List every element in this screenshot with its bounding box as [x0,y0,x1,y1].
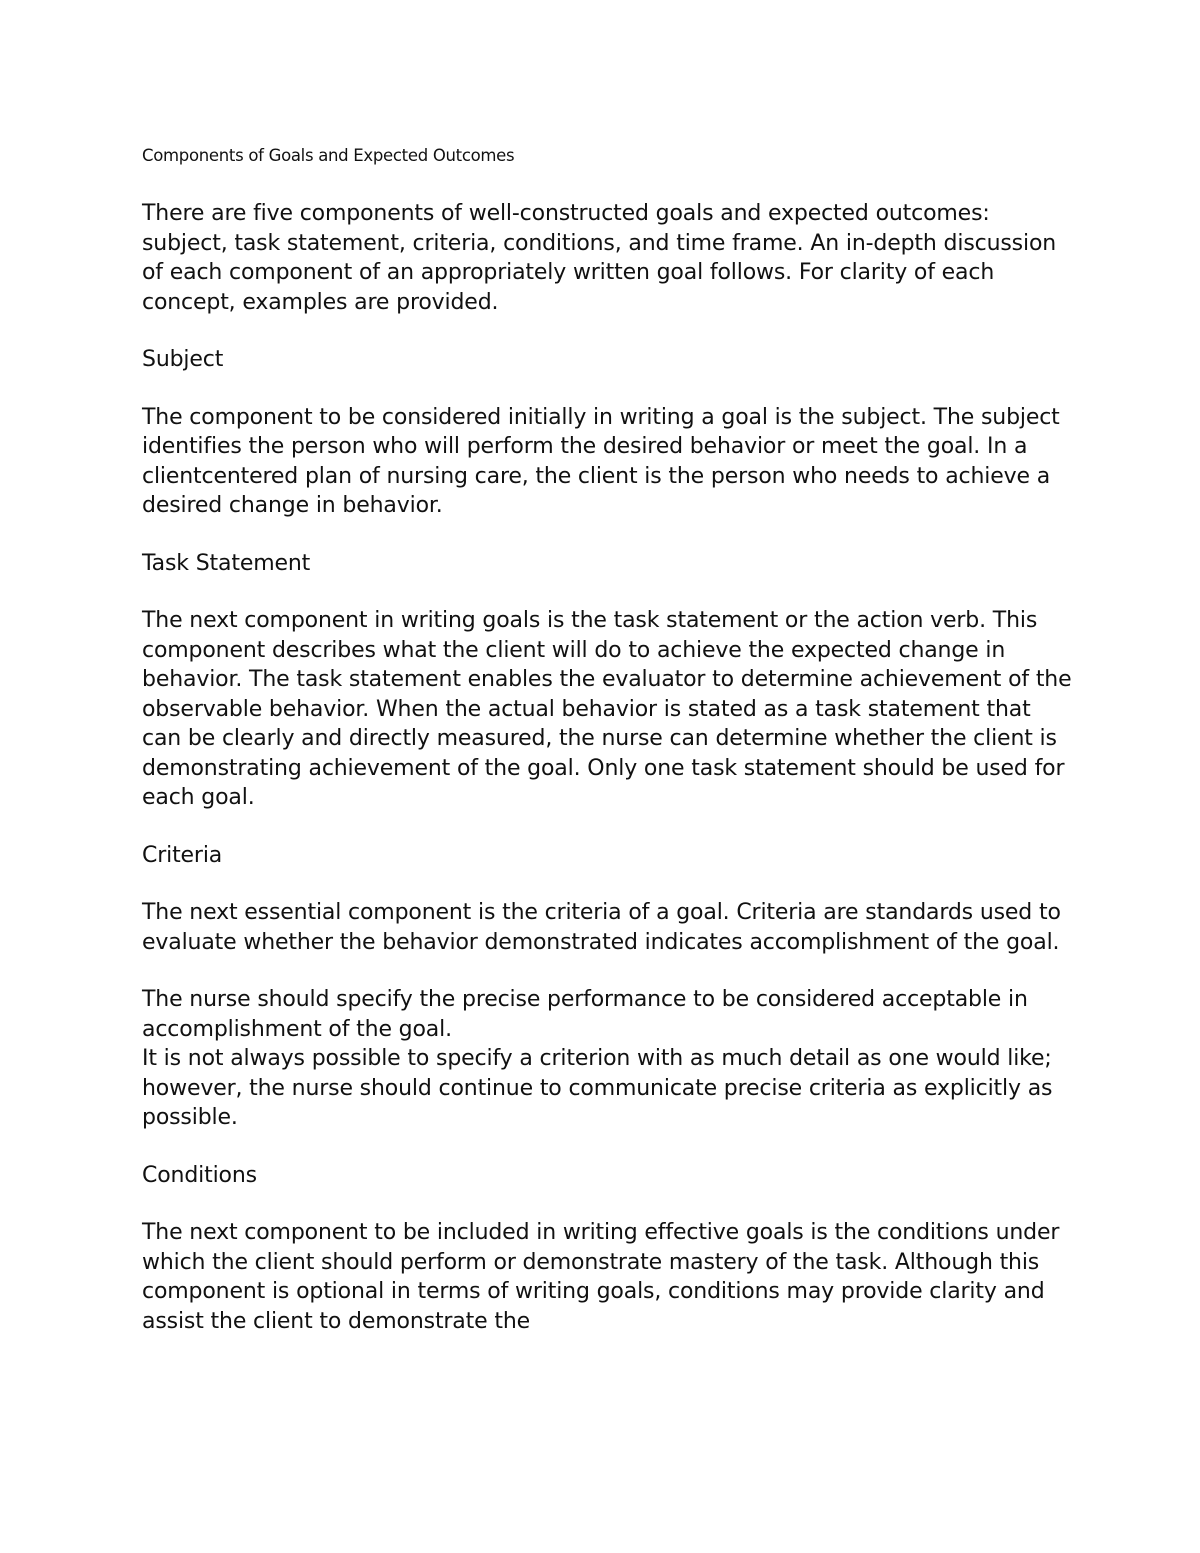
conditions-paragraph: The next component to be included in writing effective goals is the conditions under which the client should perform or demonstrate mastery of the task. Although this component is optional in terms of writing goals, conditions may provide clarity and assist the client to demonstrate the [142,1220,1060,1334]
intro-paragraph: There are five components of well-constructed goals and expected outcomes: subject, task statement, criteria, conditions, and time frame. An in-depth discussion of each component of an appropriately written goal follows. For clarity of each concept, examples are provided. [142,201,1057,315]
subject-paragraph: The component to be considered initially in writing a goal is the subject. The subject identifies the person who will perform the desired behavior or meet the goal. In a clientcentered plan of nursing care, the client is the person who needs to achieve a desired change in behavior. [142,404,1060,518]
section-heading-criteria: Criteria [142,842,223,868]
document-body [142,143,1072,1364]
section-heading-task-statement: Task Statement [142,550,311,576]
criteria-paragraph-3: It is not always possible to specify a criterion with as much detail as one would like; however, the nurse should continue to communicate precise criteria as explicitly as possible. [142,1046,1053,1130]
criteria-paragraph-2: The nurse should specify the precise performance to be considered acceptable in accomplishment of the goal. [142,987,1028,1042]
section-heading-subject: Subject [142,347,224,372]
section-heading-conditions: Conditions [142,1162,257,1188]
document-title: Components of Goals and Expected Outcomes [142,146,515,165]
task-statement-paragraph: The next component in writing goals is the task statement or the action verb. This component describes what the client will do to achieve the expected change in behavior. The task statement enables the evaluator to determine achievement of the observable behavior. When the actual behavior is stated as a task statement that can be clearly and directly measured, the nurse can determine whether the client is demonstrating achievement of the goal. Only one task statement should be used for each goal. [142,608,1072,810]
criteria-paragraph-1: The next essential component is the criteria of a goal. Criteria are standards used to evaluate whether the behavior demonstrated indicates accomplishment of the goal. [142,900,1061,955]
